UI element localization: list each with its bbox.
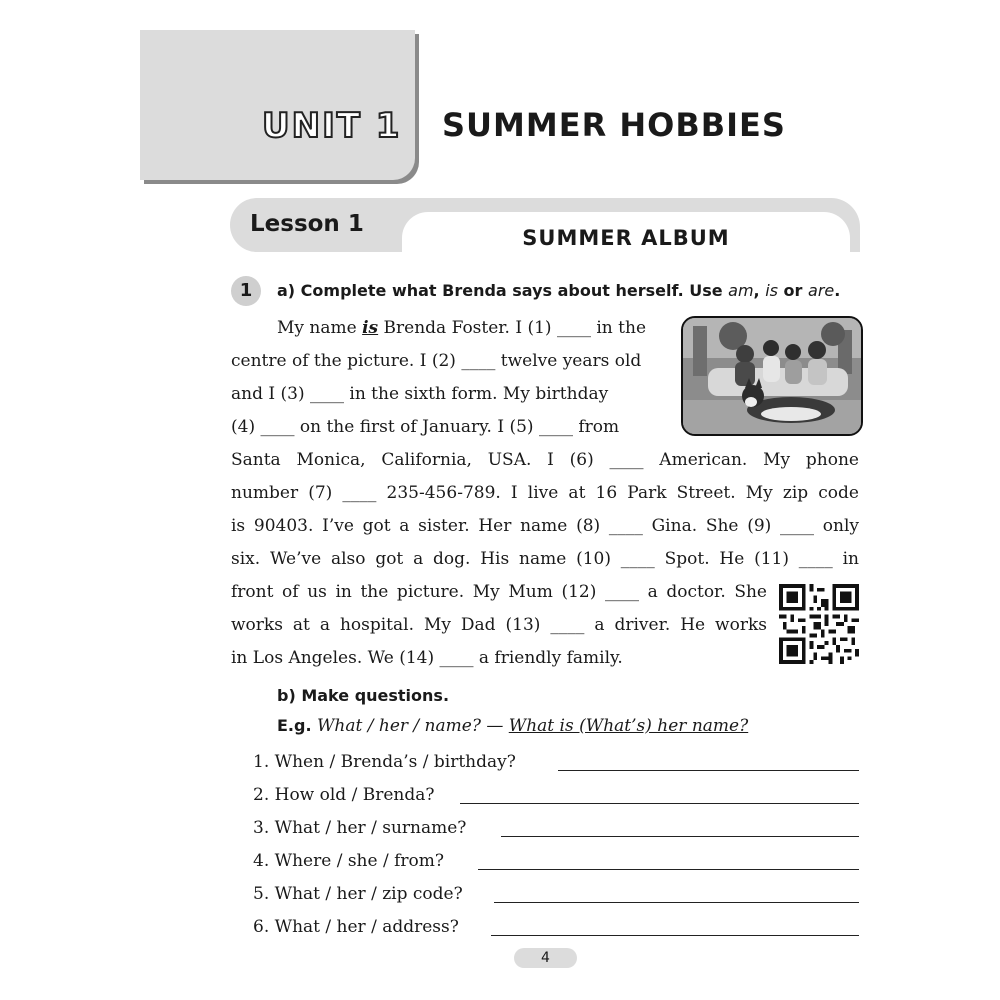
question-1: 1. When / Brenda’s / birthday?	[253, 752, 516, 772]
unit-header-box	[140, 30, 415, 180]
text-line-9: front of us in the picture. My Mum (12) ____ a doctor. She	[231, 582, 767, 602]
unit-title: SUMMER HOBBIES	[442, 106, 786, 144]
exercise-number-badge: 1	[231, 276, 261, 306]
family-with-dog-image	[683, 318, 861, 434]
answer-line-2[interactable]	[460, 803, 859, 804]
question-4: 4. Where / she / from?	[253, 851, 444, 871]
lesson-title: SUMMER ALBUM	[522, 226, 730, 250]
unit-label: UNIT 1	[262, 106, 402, 146]
text-line-2: centre of the picture. I (2) ____ twelve years old	[231, 351, 642, 371]
question-5: 5. What / her / zip code?	[253, 884, 463, 904]
question-3: 3. What / her / surname?	[253, 818, 467, 838]
family-photo	[681, 316, 863, 436]
text-line-1: My name is Brenda Foster. I (1) ____ in the	[277, 318, 646, 338]
answer-line-6[interactable]	[491, 935, 859, 936]
answer-line-3[interactable]	[501, 836, 859, 837]
example-answer: What is (What’s) her name?	[508, 716, 749, 736]
lesson-label: Lesson 1	[250, 211, 364, 237]
text-line-8: six. We’ve also got a dog. His name (10) ____ Spot. He (11) ____ in	[231, 549, 859, 569]
page-number: 4	[514, 948, 577, 968]
text-line-3: and I (3) ____ in the sixth form. My birthday	[231, 384, 609, 404]
exercise-instruction-b: b) Make questions.	[277, 686, 450, 705]
answer-line-1[interactable]	[558, 770, 859, 771]
text-line-11: in Los Angeles. We (14) ____ a friendly family.	[231, 648, 623, 668]
answer-line-5[interactable]	[494, 902, 859, 903]
exercise-instruction-a: a) Complete what Brenda says about herself. Use am, is or are.	[277, 281, 841, 300]
example-answer-is: is	[362, 318, 379, 338]
text-line-5: Santa Monica, California, USA. I (6) ____ American. My phone	[231, 450, 859, 470]
text-line-4: (4) ____ on the first of January. I (5) ____ from	[231, 417, 620, 437]
text-line-10: works at a hospital. My Dad (13) ____ a driver. He works	[231, 615, 767, 635]
answer-line-4[interactable]	[478, 869, 859, 870]
text-line-6: number (7) ____ 235-456-789. I live at 16 Park Street. My zip code	[231, 483, 859, 503]
text-line-7: is 90403. I’ve got a sister. Her name (8) ____ Gina. She (9) ____ only	[231, 516, 859, 536]
question-6: 6. What / her / address?	[253, 917, 459, 937]
qr-code-icon[interactable]	[779, 584, 859, 664]
question-2: 2. How old / Brenda?	[253, 785, 435, 805]
example-line: E.g. What / her / name? — What is (What’s) her name?	[277, 716, 749, 736]
